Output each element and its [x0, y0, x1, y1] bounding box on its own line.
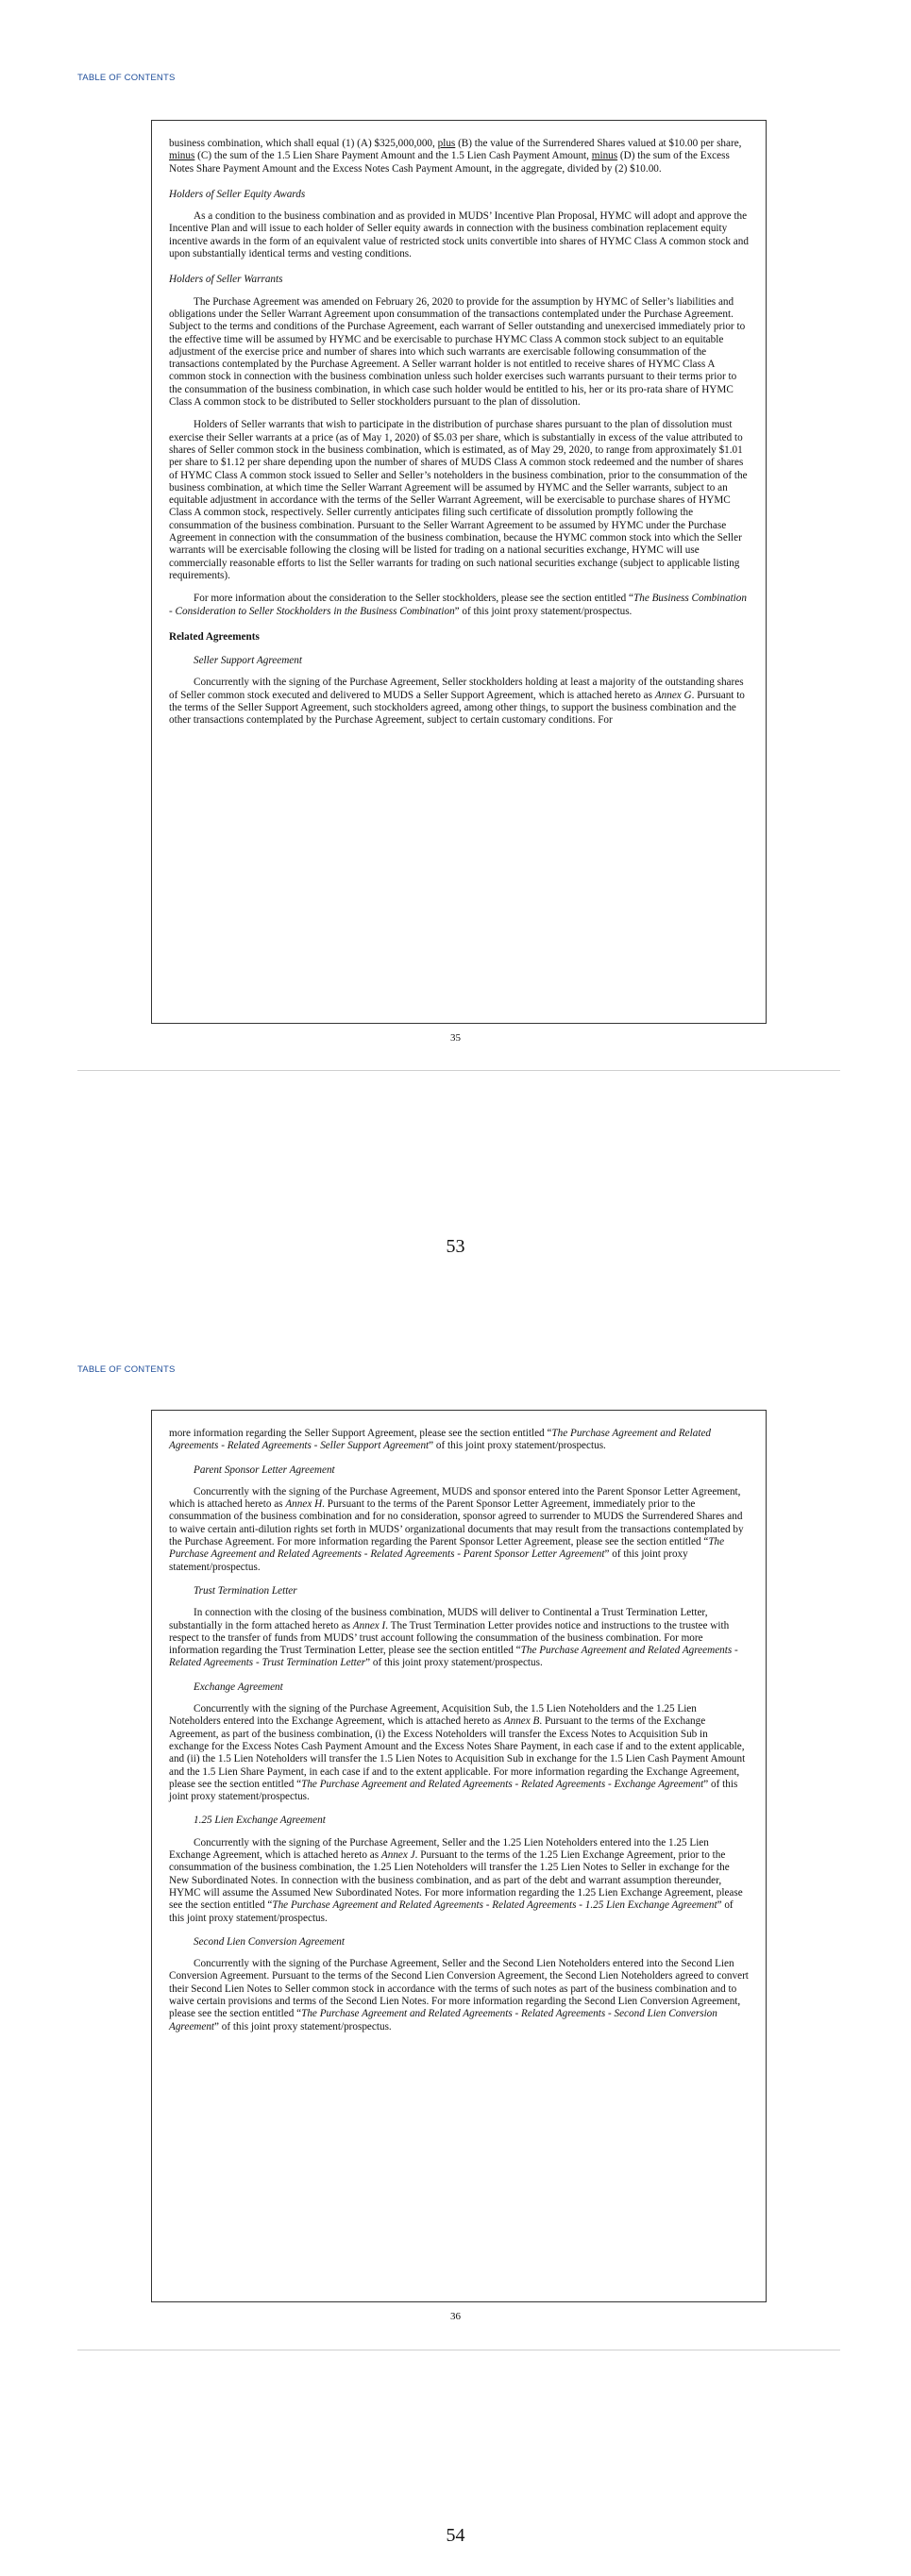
- pdf-page-number: 53: [446, 1236, 465, 1257]
- paragraph-trust-termination-letter: In connection with the closing of the business combination, MUDS will deliver to Continental a Trust Termination Letter, substantially in the form attached hereto as Annex I. The Trust Termination Letter provides notice and instructions to the trustee with respect to the transfer of funds from MUDS’ trust account following the consummation of the business combination. For more information regarding the Trust Termination Letter, please see the section entitled “The Purchase Agreement and Related Agreements - Related Agreements - Trust Termination Letter” of this joint proxy statement/prospectus.: [169, 1607, 738, 1669]
- heading-second-lien-conversion-agreement: Second Lien Conversion Agreement: [194, 1935, 346, 1948]
- paragraph-seller-support-agreement: Concurrently with the signing of the Purchase Agreement, Seller stockholders holding at least a majority of the outstanding shares of Seller common stock executed and delivered to MUDS a Seller Support Agreement, which is attached hereto as Annex G. Pursuant to the terms of the Seller Support Agreement, such stockholders agreed, among other things, to support the business combination and the other transactions contemplated by the Purchase Agreement, subject to certain customary conditions. For: [169, 677, 745, 727]
- paragraph-business-combination-value: business combination, which shall equal (1) (A) $325,000,000, plus (B) the value of the Surrendered Shares valued at $10.00 per share, minus (C) the sum of the 1.5 Lien Share Payment Amount and the 1.5 Lien Cash Payment Amount, minus (D) the sum of the Excess Notes Share Payment Amount and the Excess Notes Cash Payment Amount, in the aggregate, divided by (2) $10.00.: [169, 138, 742, 175]
- heading-trust-termination-letter: Trust Termination Letter: [194, 1584, 297, 1597]
- page-35-content-box: [151, 120, 767, 1024]
- paragraph-consideration-more-info: For more information about the consideration to the Seller stockholders, please see the section entitled “The Business Combination - Consideration to Seller Stockholders in the Business Combination” of this joint proxy statement/prospectus.: [169, 593, 747, 617]
- page-36-content-box: [151, 1410, 767, 2302]
- paragraph-second-lien-conversion-agreement: Concurrently with the signing of the Purchase Agreement, Seller and the Second Lien Noteholders entered into the Second Lien Conversion Agreement. Pursuant to the terms of the Second Lien Conversion Agreement, the Second Lien Noteholders agreed to convert their Second Lien Notes to Seller common stock in accordance with the terms of such notes as part of the business combination and to waive certain provisions and terms of the Second Lien Notes. For more information regarding the Second Lien Conversion Agreement, please see the section entitled “The Purchase Agreement and Related Agreements - Related Agreements - Second Lien Conversion Agreement” of this joint proxy statement/prospectus.: [169, 1958, 749, 2032]
- heading-related-agreements: Related Agreements: [169, 630, 260, 643]
- table-of-contents-link[interactable]: TABLE OF CONTENTS: [77, 73, 176, 83]
- paragraph-parent-sponsor-letter-agreement: Concurrently with the signing of the Purchase Agreement, MUDS and sponsor entered into the Parent Sponsor Letter Agreement, which is attached hereto as Annex H. Pursuant to the terms of the Parent Sponsor Letter Agreement, immediately prior to the consummation of the business combination and for no consideration, sponsor agreed to surrender to MUDS the Surrendered Shares and to waive certain anti-dilution rights set forth in MUDS’ organizational documents that may result from the transactions contemplated by the Purchase Agreement. For more information regarding the Parent Sponsor Letter Agreement, please see the section entitled “The Purchase Agreement and Related Agreements - Related Agreements - Parent Sponsor Letter Agreement” of this joint proxy statement/prospectus.: [169, 1485, 744, 1573]
- paragraph-1-25-lien-exchange-agreement: Concurrently with the signing of the Purchase Agreement, Seller and the 1.25 Lien Noteholders entered into the 1.25 Lien Exchange Agreement, which is attached hereto as Annex J. Pursuant to the terms of the 1.25 Lien Exchange Agreement, prior to the consummation of the business combination, the 1.25 Lien Noteholders will transfer the 1.25 Lien Notes to Seller in exchange for the New Subordinated Notes. In connection with the business combination, and as part of the debt and warrant assumption thereunder, HYMC will assume the Assumed New Subordinated Notes. For more information regarding the 1.25 Lien Exchange Agreement, please see the section entitled “The Purchase Agreement and Related Agreements - Related Agreements - 1.25 Lien Exchange Agreement” of this joint proxy statement/prospectus.: [169, 1836, 743, 1924]
- paragraph-exchange-agreement: Concurrently with the signing of the Purchase Agreement, Acquisition Sub, the 1.5 Lien Noteholders and the 1.25 Lien Noteholders entered into the Exchange Agreement, which is attached hereto as Annex B. Pursuant to the terms of the Exchange Agreement, as part of the business combination, (i) the Excess Noteholders will transfer the Excess Notes to Acquisition Sub in exchange for the Excess Notes Cash Payment Amount and the Excess Notes Share Payment, in each case if and to the extent applicable, and (ii) the 1.5 Lien Noteholders will transfer the 1.5 Lien Notes to Acquisition Sub in exchange for the 1.5 Lien Cash Payment Amount and the 1.5 Lien Share Payment, in each case if and to the extent applicable. For more information regarding the Exchange Agreement, please see the section entitled “The Purchase Agreement and Related Agreements - Related Agreements - Exchange Agreement” of this joint proxy statement/prospectus.: [169, 1703, 746, 1803]
- paragraph-seller-warrants-2: Holders of Seller warrants that wish to participate in the distribution of purchase shares pursuant to the plan of dissolution must exercise their Seller warrants at a price (as of May 1, 2020) of $5.03 per share, which is substantially in excess of the value attributed to shares of Seller common stock in the business combination, which is estimated, as of May 29, 2020, to range from approximately $1.01 per share to $1.12 per share depending upon the number of shares of MUDS Class A common stock redeemed and the number of shares of HYMC Class A common stock issued to Seller and Seller’s noteholders in the business combination, prior to the consummation of the business combination, at which time the Seller Warrant Agreement will be assumed by HYMC and the Seller warrants, subject to an equitable adjustment in accordance with the terms of the Seller Warrant Agreement, will be exercisable to purchase shares of HYMC Class A common stock, respectively. Seller currently anticipates filing such certificate of dissolution promptly following the consummation of the business combination. Pursuant to the Seller Warrant Agreement to be assumed by HYMC under the Purchase Agreement in connection with the consummation of the business combination, because the HYMC common stock into which the Seller warrants will be exercisable following the closing will be listed for trading on a national securities exchange, HYMC will use commercially reasonable efforts to list the Seller warrants for trading on such national securities exchange (subject to applicable listing requirements).: [169, 419, 748, 581]
- page-divider: [77, 1070, 840, 1071]
- paragraph-seller-warrants-1: The Purchase Agreement was amended on February 26, 2020 to provide for the assumption by HYMC of Seller’s liabilities and obligations under the Seller Warrant Agreement upon consummation of the transactions contemplated under the Purchase Agreement. Subject to the terms and conditions of the Purchase Agreement, each warrant of Seller outstanding and unexercised immediately prior to the effective time will be assumed by HYMC and be exercisable to purchase HYMC Class A common stock subject to an equitable adjustment of the exercise price and number of shares into which such warrants are exercisable following consummation of the transactions contemplated by the Purchase Agreement. A Seller warrant holder is not entitled to receive shares of HYMC Class A common stock in connection with the business combination unless such holder exercises such warrants pursuant to their terms prior to the consummation of the business combination, in which case such holder would be entitled to his, her or its pro-rata share of HYMC Class A common stock to be distributed to Seller stockholders pursuant to the plan of dissolution.: [169, 295, 746, 409]
- heading-seller-support-agreement: Seller Support Agreement: [194, 655, 302, 667]
- table-of-contents-link[interactable]: TABLE OF CONTENTS: [77, 1364, 176, 1375]
- pdf-page-number: 54: [446, 2525, 465, 2546]
- page-number: 35: [450, 1032, 461, 1044]
- heading-seller-equity-awards: Holders of Seller Equity Awards: [169, 188, 306, 200]
- paragraph-seller-equity-awards: As a condition to the business combination and as provided in MUDS’ Incentive Plan Proposal, HYMC will adopt and approve the Incentive Plan and will issue to each holder of Seller equity awards in connection with the business combination replacement equity incentive awards in the form of an equivalent value of restricted stock units convertible into shares of HYMC Class A common stock and upon substantially identical terms and vesting conditions.: [169, 210, 749, 260]
- heading-1-25-lien-exchange-agreement: 1.25 Lien Exchange Agreement: [194, 1815, 326, 1827]
- heading-parent-sponsor-letter-agreement: Parent Sponsor Letter Agreement: [194, 1464, 335, 1476]
- page-number: 36: [450, 2311, 461, 2322]
- paragraph-seller-support-continued: more information regarding the Seller Support Agreement, please see the section entitled “The Purchase Agreement and Related Agreements - Related Agreements - Seller Support Agreement” of this joint proxy statement/prospectus.: [169, 1428, 712, 1452]
- heading-exchange-agreement: Exchange Agreement: [194, 1681, 283, 1693]
- heading-seller-warrants: Holders of Seller Warrants: [169, 274, 283, 286]
